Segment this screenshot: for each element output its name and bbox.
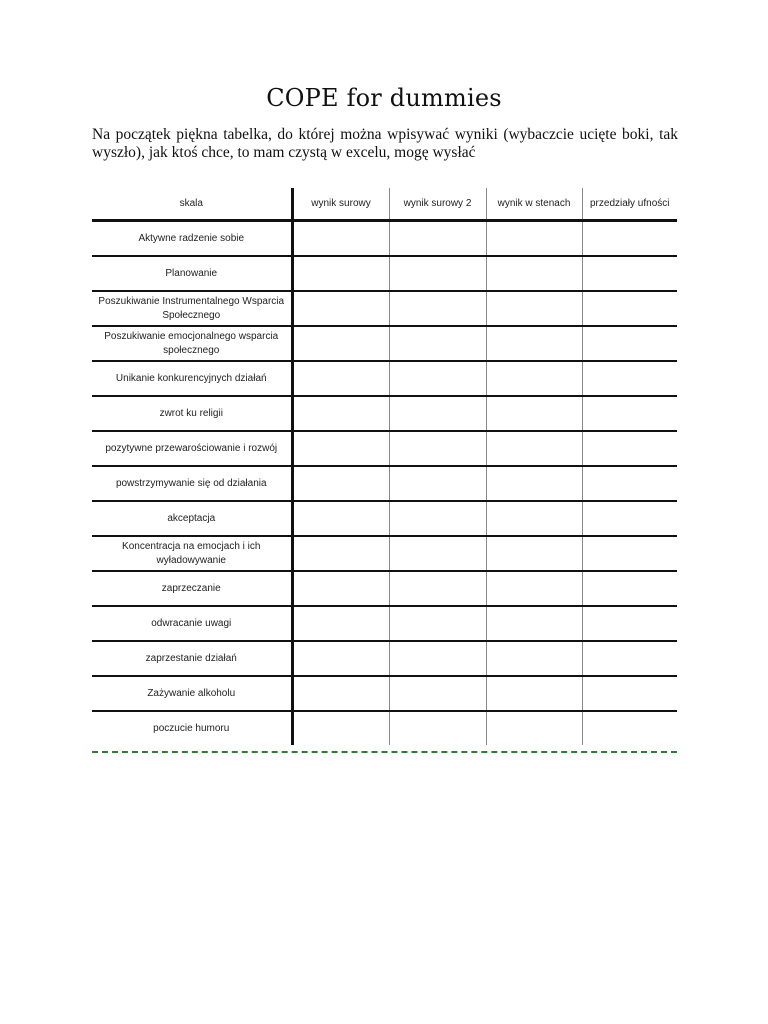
table-row: [92, 221, 677, 257]
raw-score-2-cell[interactable]: [389, 536, 486, 571]
sten-score-cell[interactable]: [486, 571, 582, 606]
intro-paragraph: Na początek piękna tabelka, do której można wpisywać wyniki (wybaczcie ucięte boki, tak wyszło), jak ktoś chce, to mam czystą w excelu, mogę wysłać: [92, 126, 678, 161]
table-row: [92, 641, 677, 676]
raw-score-cell[interactable]: [292, 431, 389, 466]
raw-score-2-cell[interactable]: [389, 466, 486, 501]
table-row: [92, 536, 677, 571]
sten-score-cell[interactable]: [486, 711, 582, 745]
confidence-interval-cell[interactable]: [582, 501, 677, 536]
confidence-interval-cell[interactable]: [582, 711, 677, 745]
confidence-interval-cell[interactable]: [582, 221, 677, 257]
page-break-line: [92, 751, 677, 753]
raw-score-2-cell[interactable]: [389, 571, 486, 606]
raw-score-2-cell[interactable]: [389, 711, 486, 745]
raw-score-cell[interactable]: [292, 221, 389, 257]
confidence-interval-cell[interactable]: [582, 326, 677, 361]
confidence-interval-cell[interactable]: [582, 571, 677, 606]
sten-score-cell[interactable]: [486, 326, 582, 361]
scale-name: Aktywne radzenie sobie: [92, 221, 292, 257]
table-row: [92, 361, 677, 396]
confidence-interval-cell[interactable]: [582, 641, 677, 676]
header-sten-score: wynik w stenach: [486, 188, 582, 221]
scale-name: akceptacja: [92, 501, 292, 536]
table-row: [92, 676, 677, 711]
raw-score-cell[interactable]: [292, 326, 389, 361]
scale-name: Poszukiwanie Instrumentalnego Wsparcia Społecznego: [92, 291, 292, 326]
scale-name: Unikanie konkurencyjnych działań: [92, 361, 292, 396]
sten-score-cell[interactable]: [486, 291, 582, 326]
raw-score-cell[interactable]: [292, 676, 389, 711]
sten-score-cell[interactable]: [486, 606, 582, 641]
scale-name: pozytywne przewarościowanie i rozwój: [92, 431, 292, 466]
confidence-interval-cell[interactable]: [582, 396, 677, 431]
raw-score-2-cell[interactable]: [389, 676, 486, 711]
document-title: COPE for dummies: [266, 84, 502, 112]
table-row: [92, 396, 677, 431]
table-row: [92, 256, 677, 291]
scale-name: powstrzymywanie się od działania: [92, 466, 292, 501]
scale-name: Planowanie: [92, 256, 292, 291]
header-raw-score-2: wynik surowy 2: [389, 188, 486, 221]
raw-score-cell[interactable]: [292, 466, 389, 501]
raw-score-2-cell[interactable]: [389, 431, 486, 466]
header-confidence-intervals: przedziały ufności: [590, 198, 670, 209]
confidence-interval-cell[interactable]: [582, 431, 677, 466]
sten-score-cell[interactable]: [486, 361, 582, 396]
raw-score-2-cell[interactable]: [389, 221, 486, 257]
scale-name: Zażywanie alkoholu: [92, 676, 292, 711]
raw-score-cell[interactable]: [292, 606, 389, 641]
sten-score-cell[interactable]: [486, 221, 582, 257]
table-row: [92, 501, 677, 536]
scale-name: odwracanie uwagi: [92, 606, 292, 641]
table-row: [92, 326, 677, 361]
raw-score-2-cell[interactable]: [389, 606, 486, 641]
confidence-interval-cell[interactable]: [582, 676, 677, 711]
table-row: [92, 431, 677, 466]
sten-score-cell[interactable]: [486, 431, 582, 466]
scale-name: zaprzeczanie: [92, 571, 292, 606]
raw-score-cell[interactable]: [292, 291, 389, 326]
raw-score-2-cell[interactable]: [389, 641, 486, 676]
raw-score-2-cell[interactable]: [389, 291, 486, 326]
table-row: [92, 711, 677, 745]
raw-score-cell[interactable]: [292, 256, 389, 291]
confidence-interval-cell[interactable]: [582, 361, 677, 396]
sten-score-cell[interactable]: [486, 676, 582, 711]
scale-name: Poszukiwanie emocjonalnego wsparcia społecznego: [92, 326, 292, 361]
sten-score-cell[interactable]: [486, 536, 582, 571]
raw-score-2-cell[interactable]: [389, 326, 486, 361]
table-row: [92, 571, 677, 606]
scale-name: zwrot ku religii: [92, 396, 292, 431]
raw-score-2-cell[interactable]: [389, 361, 486, 396]
scale-name: Koncentracja na emocjach i ich wyładowywanie: [92, 536, 292, 571]
raw-score-cell[interactable]: [292, 396, 389, 431]
table-row: [92, 466, 677, 501]
raw-score-2-cell[interactable]: [389, 256, 486, 291]
raw-score-cell[interactable]: [292, 501, 389, 536]
header-scale: skala: [92, 188, 292, 221]
sten-score-cell[interactable]: [486, 466, 582, 501]
scale-name: poczucie humoru: [92, 711, 292, 745]
raw-score-cell[interactable]: [292, 361, 389, 396]
confidence-interval-cell[interactable]: [582, 606, 677, 641]
scale-name: zaprzestanie działań: [92, 641, 292, 676]
raw-score-2-cell[interactable]: [389, 501, 486, 536]
sten-score-cell[interactable]: [486, 256, 582, 291]
raw-score-cell[interactable]: [292, 641, 389, 676]
table-header-row: [92, 188, 677, 221]
raw-score-cell[interactable]: [292, 711, 389, 745]
confidence-interval-cell[interactable]: [582, 256, 677, 291]
raw-score-2-cell[interactable]: [389, 396, 486, 431]
sten-score-cell[interactable]: [486, 501, 582, 536]
cope-score-table: [92, 188, 677, 745]
confidence-interval-cell[interactable]: [582, 536, 677, 571]
confidence-interval-cell[interactable]: [582, 466, 677, 501]
confidence-interval-cell[interactable]: [582, 291, 677, 326]
table-row: [92, 291, 677, 326]
raw-score-cell[interactable]: [292, 571, 389, 606]
sten-score-cell[interactable]: [486, 641, 582, 676]
raw-score-cell[interactable]: [292, 536, 389, 571]
table-row: [92, 606, 677, 641]
sten-score-cell[interactable]: [486, 396, 582, 431]
header-raw-score: wynik surowy: [292, 188, 389, 221]
